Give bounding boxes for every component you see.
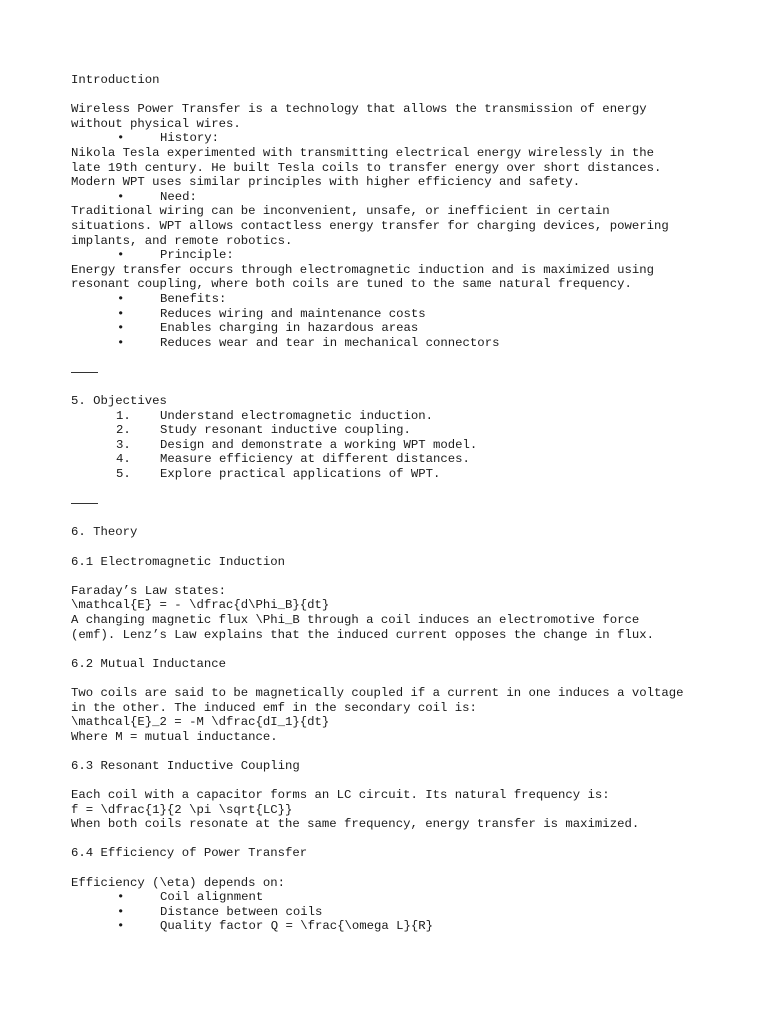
efficiency-factor: Coil alignment bbox=[160, 890, 264, 905]
bullet-icon: • bbox=[117, 189, 125, 204]
list-item bbox=[71, 336, 731, 351]
bullet-icon: • bbox=[117, 890, 125, 905]
list-number: 2. bbox=[116, 423, 131, 438]
divider-line bbox=[71, 372, 98, 373]
benefit-text: Enables charging in hazardous areas bbox=[160, 321, 419, 336]
list-item bbox=[71, 409, 731, 424]
document-page bbox=[71, 73, 731, 934]
spacer bbox=[71, 832, 731, 847]
faraday-line-2: (emf). Lenz’s Law explains that the induced current opposes the change in flux. bbox=[71, 627, 654, 642]
list-number: 5. bbox=[116, 467, 131, 482]
list-item bbox=[71, 905, 731, 920]
principle-label: Principle: bbox=[160, 248, 234, 263]
theory-heading: 6. Theory bbox=[71, 525, 138, 540]
bullet-icon: • bbox=[117, 291, 125, 306]
spacer bbox=[71, 642, 731, 657]
need-line-3: implants, and remote robotics. bbox=[71, 233, 293, 248]
list-item-need bbox=[71, 190, 731, 205]
objective-text: Measure efficiency at different distances. bbox=[160, 452, 470, 467]
faraday-line-1: A changing magnetic flux \Phi_B through a coil induces an electromotive force bbox=[71, 612, 640, 627]
mutual-equation: \mathcal{E}_2 = -M \dfrac{dI_1}{dt} bbox=[71, 715, 330, 730]
objective-text: Explore practical applications of WPT. bbox=[160, 467, 441, 482]
list-item-benefits bbox=[71, 292, 731, 307]
list-item bbox=[71, 307, 731, 322]
list-item bbox=[71, 452, 731, 467]
objective-text: Design and demonstrate a working WPT model. bbox=[160, 437, 478, 452]
history-line-1: Nikola Tesla experimented with transmitting electrical energy wirelessly in the bbox=[71, 145, 654, 160]
intro-heading: Introduction bbox=[71, 73, 160, 87]
objective-text: Understand electromagnetic induction. bbox=[160, 408, 434, 423]
spacer bbox=[71, 569, 731, 584]
list-item bbox=[71, 467, 731, 482]
list-item-principle bbox=[71, 248, 731, 263]
spacer bbox=[71, 88, 731, 103]
bullet-icon: • bbox=[117, 248, 125, 263]
list-item bbox=[71, 423, 731, 438]
benefits-label: Benefits: bbox=[160, 291, 227, 306]
section-6-1-heading: 6.1 Electromagnetic Induction bbox=[71, 554, 286, 569]
resonant-line-1: Each coil with a capacitor forms an LC circuit. Its natural frequency is: bbox=[71, 788, 610, 803]
section-6-4-heading: 6.4 Efficiency of Power Transfer bbox=[71, 846, 308, 861]
benefit-text: Reduces wiring and maintenance costs bbox=[160, 306, 426, 321]
need-line-2: situations. WPT allows contactless energy transfer for charging devices, powering bbox=[71, 218, 669, 233]
bullet-icon: • bbox=[117, 131, 125, 146]
list-item bbox=[71, 321, 731, 336]
mutual-line-2: in the other. The induced emf in the secondary coil is: bbox=[71, 700, 477, 715]
list-number: 1. bbox=[116, 408, 131, 423]
objectives-heading: 5. Objectives bbox=[71, 394, 167, 409]
history-line-2: late 19th century. He built Tesla coils to transfer energy over short distances. bbox=[71, 160, 662, 175]
bullet-icon: • bbox=[117, 321, 125, 336]
bullet-icon: • bbox=[117, 306, 125, 321]
history-line-3: Modern WPT uses similar principles with higher efficiency and safety. bbox=[71, 175, 581, 190]
intro-paragraph-line-2: without physical wires. bbox=[71, 116, 241, 131]
spacer bbox=[71, 511, 731, 526]
section-6-3-heading: 6.3 Resonant Inductive Coupling bbox=[71, 758, 300, 773]
bullet-icon: • bbox=[117, 919, 125, 934]
spacer bbox=[71, 671, 731, 686]
section-divider bbox=[71, 496, 731, 511]
objective-text: Study resonant inductive coupling. bbox=[160, 423, 411, 438]
section-6-2-heading: 6.2 Mutual Inductance bbox=[71, 656, 226, 671]
spacer bbox=[71, 744, 731, 759]
list-item bbox=[71, 438, 731, 453]
principle-line-2: resonant coupling, where both coils are tuned to the same natural frequency. bbox=[71, 277, 632, 292]
principle-line-1: Energy transfer occurs through electromagnetic induction and is maximized using bbox=[71, 262, 654, 277]
list-item-history bbox=[71, 131, 731, 146]
efficiency-factor: Distance between coils bbox=[160, 904, 323, 919]
mutual-line-1: Two coils are said to be magnetically coupled if a current in one induces a voltage bbox=[71, 685, 684, 700]
list-item bbox=[71, 890, 731, 905]
intro-paragraph-line-1: Wireless Power Transfer is a technology that allows the transmission of energy bbox=[71, 102, 647, 117]
section-divider bbox=[71, 365, 731, 380]
bullet-icon: • bbox=[117, 904, 125, 919]
list-number: 4. bbox=[116, 452, 131, 467]
spacer bbox=[71, 861, 731, 876]
faraday-intro: Faraday’s Law states: bbox=[71, 583, 226, 598]
resonant-equation: f = \dfrac{1}{2 \pi \sqrt{LC}} bbox=[71, 802, 293, 817]
spacer bbox=[71, 379, 731, 394]
faraday-equation: \mathcal{E} = - \dfrac{d\Phi_B}{dt} bbox=[71, 598, 330, 613]
list-item bbox=[71, 919, 731, 934]
resonant-line-2: When both coils resonate at the same frequency, energy transfer is maximized. bbox=[71, 817, 640, 832]
need-label: Need: bbox=[160, 189, 197, 204]
spacer bbox=[71, 540, 731, 555]
history-label: History: bbox=[160, 131, 220, 146]
need-line-1: Traditional wiring can be inconvenient, unsafe, or inefficient in certain bbox=[71, 204, 610, 219]
spacer bbox=[71, 482, 731, 497]
divider-line bbox=[71, 503, 98, 504]
bullet-icon: • bbox=[117, 335, 125, 350]
benefit-text: Reduces wear and tear in mechanical connectors bbox=[160, 335, 500, 350]
list-number: 3. bbox=[116, 437, 131, 452]
spacer bbox=[71, 774, 731, 789]
spacer bbox=[71, 350, 731, 365]
efficiency-intro: Efficiency (\eta) depends on: bbox=[71, 875, 286, 890]
efficiency-factor: Quality factor Q = \frac{\omega L}{R} bbox=[160, 919, 434, 934]
mutual-definition: Where M = mutual inductance. bbox=[71, 729, 278, 744]
